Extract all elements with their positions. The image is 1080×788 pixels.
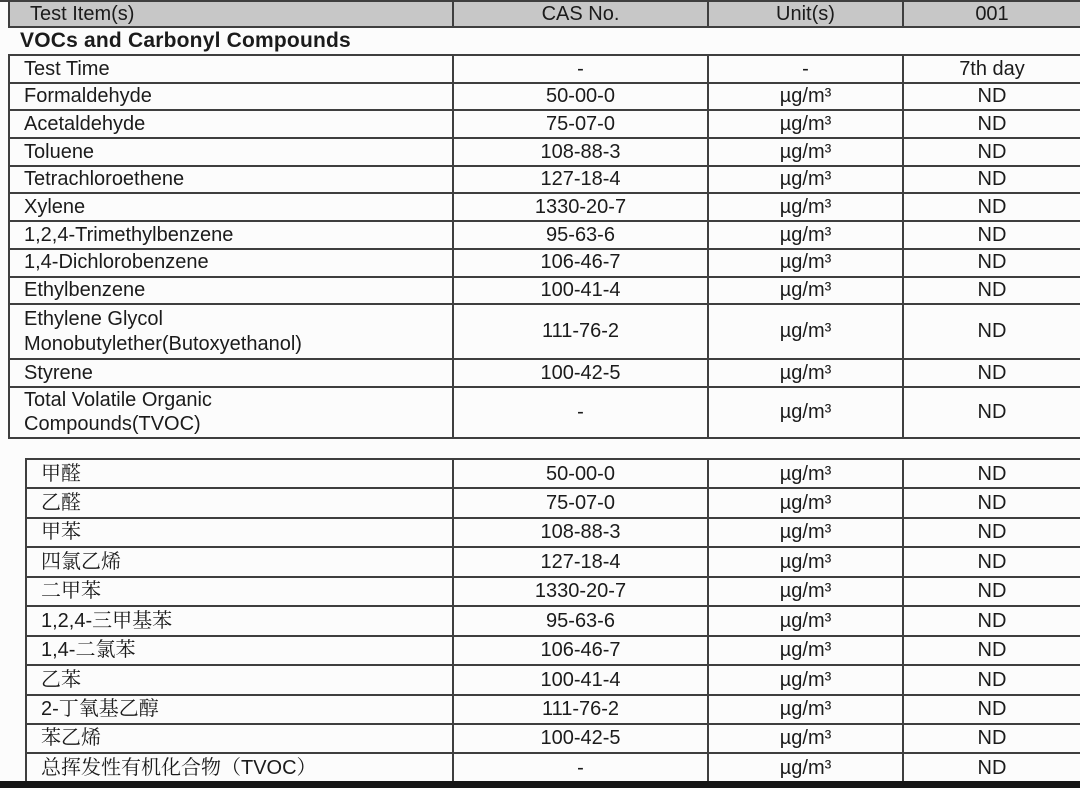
cas-cell: 100-41-4 [452, 666, 707, 693]
test-item-cell: 1,4-Dichlorobenzene [24, 251, 209, 274]
cas-cell: 108-88-3 [452, 519, 707, 546]
results-header-table [8, 2, 1080, 28]
header-units: Unit(s) [707, 2, 902, 26]
value-cell: ND [902, 725, 1080, 752]
unit-cell: µg/m³ [707, 578, 902, 605]
unit-cell: µg/m³ [707, 725, 902, 752]
test-item-cell: 四氯乙烯 [41, 550, 121, 573]
table-row [27, 460, 1080, 489]
bottom-edge-bar [0, 781, 1080, 788]
table-row [27, 725, 1080, 754]
table-row [27, 637, 1080, 666]
cas-cell: 108-88-3 [452, 139, 707, 165]
test-item-cell: 1,2,4-Trimethylbenzene [24, 223, 234, 246]
cas-cell: 111-76-2 [452, 696, 707, 723]
test-item-cell: Total Volatile Organic Compounds(TVOC) [24, 388, 212, 436]
unit-cell: µg/m³ [707, 388, 902, 437]
value-cell: ND [902, 194, 1080, 220]
test-item-cell: Styrene [24, 361, 93, 384]
cas-cell: 95-63-6 [452, 222, 707, 248]
cas-cell: 50-00-0 [452, 84, 707, 110]
value-cell: ND [902, 388, 1080, 437]
unit-cell: µg/m³ [707, 489, 902, 516]
test-item-cell: Xylene [24, 196, 86, 219]
cas-cell: 106-46-7 [452, 637, 707, 664]
cas-cell: - [452, 388, 707, 437]
cas-cell: 111-76-2 [452, 305, 707, 358]
table-row [27, 754, 1080, 783]
cas-cell: 75-07-0 [452, 111, 707, 137]
test-item-cell: 1,4-二氯苯 [41, 639, 136, 662]
cas-cell: 127-18-4 [452, 548, 707, 575]
header-row [10, 2, 1080, 28]
table-row [10, 167, 1080, 195]
cas-cell: - [452, 56, 707, 82]
test-item-cell: Ethylbenzene [24, 279, 146, 302]
value-cell: ND [902, 139, 1080, 165]
cas-cell: 100-42-5 [452, 360, 707, 386]
value-cell: ND [902, 111, 1080, 137]
value-cell: ND [902, 167, 1080, 193]
test-item-cell: Toluene [24, 140, 95, 163]
value-cell: ND [902, 84, 1080, 110]
test-item-cell: 乙醛 [41, 491, 81, 514]
table-row [10, 250, 1080, 278]
table-row [10, 139, 1080, 167]
test-item-cell: 苯乙烯 [41, 727, 101, 750]
table-row [27, 607, 1080, 636]
unit-cell: µg/m³ [707, 607, 902, 634]
value-cell: ND [902, 666, 1080, 693]
unit-cell: µg/m³ [707, 194, 902, 220]
unit-cell: µg/m³ [707, 548, 902, 575]
unit-cell: µg/m³ [707, 460, 902, 487]
table-row [10, 278, 1080, 306]
unit-cell: µg/m³ [707, 696, 902, 723]
unit-cell: µg/m³ [707, 139, 902, 165]
table-row [10, 194, 1080, 222]
unit-cell: µg/m³ [707, 278, 902, 304]
value-cell: ND [902, 250, 1080, 276]
test-item-cell: 甲醛 [41, 462, 81, 485]
value-cell: ND [902, 637, 1080, 664]
test-item-cell: 乙苯 [41, 668, 81, 691]
header-sample-001: 001 [902, 2, 1080, 26]
value-cell: ND [902, 222, 1080, 248]
table-row [10, 84, 1080, 112]
test-item-cell: 1,2,4-三甲基苯 [41, 609, 173, 632]
test-item-cell: 总挥发性有机化合物（TVOC） [41, 756, 317, 779]
test-item-cell: Tetrachloroethene [24, 168, 185, 191]
table-row [10, 111, 1080, 139]
english-results-table [8, 54, 1080, 439]
cas-cell: 1330-20-7 [452, 194, 707, 220]
table-row [27, 666, 1080, 695]
value-cell: ND [902, 607, 1080, 634]
test-item-cell: Acetaldehyde [24, 113, 146, 136]
unit-cell: µg/m³ [707, 305, 902, 358]
test-item-cell: Ethylene Glycol Monobutylether(Butoxyethanol) [24, 308, 302, 355]
unit-cell: µg/m³ [707, 222, 902, 248]
cas-cell: 50-00-0 [452, 460, 707, 487]
unit-cell: µg/m³ [707, 250, 902, 276]
table-row [27, 548, 1080, 577]
value-cell: ND [902, 754, 1080, 781]
unit-cell: µg/m³ [707, 666, 902, 693]
cas-cell: 95-63-6 [452, 607, 707, 634]
value-cell: ND [902, 519, 1080, 546]
unit-cell: µg/m³ [707, 754, 902, 781]
value-cell: ND [902, 578, 1080, 605]
table-row [27, 696, 1080, 725]
unit-cell: µg/m³ [707, 84, 902, 110]
header-cas-no: CAS No. [452, 2, 707, 26]
table-row [10, 56, 1080, 84]
chinese-results-table [25, 458, 1080, 784]
value-cell: ND [902, 360, 1080, 386]
value-cell: ND [902, 460, 1080, 487]
table-row [27, 519, 1080, 548]
value-cell: ND [902, 305, 1080, 358]
table-row [27, 489, 1080, 518]
unit-cell: µg/m³ [707, 111, 902, 137]
cas-cell: - [452, 754, 707, 781]
test-item-cell: Formaldehyde [24, 85, 152, 108]
cas-cell: 100-42-5 [452, 725, 707, 752]
cas-cell: 100-41-4 [452, 278, 707, 304]
value-cell: ND [902, 489, 1080, 516]
test-item-cell: 二甲苯 [41, 580, 101, 603]
test-item-cell: 2-丁氧基乙醇 [41, 698, 159, 721]
unit-cell: µg/m³ [707, 167, 902, 193]
table-row [10, 360, 1080, 388]
value-cell: 7th day [902, 56, 1080, 82]
cas-cell: 1330-20-7 [452, 578, 707, 605]
section-title: VOCs and Carbonyl Compounds [20, 28, 351, 52]
value-cell: ND [902, 696, 1080, 723]
test-item-cell: Test Time [24, 57, 110, 80]
cas-cell: 127-18-4 [452, 167, 707, 193]
unit-cell: µg/m³ [707, 637, 902, 664]
test-item-cell: 甲苯 [41, 521, 81, 544]
unit-cell: µg/m³ [707, 519, 902, 546]
table-row [10, 222, 1080, 250]
table-row [10, 305, 1080, 360]
cas-cell: 75-07-0 [452, 489, 707, 516]
value-cell: ND [902, 278, 1080, 304]
unit-cell: - [707, 56, 902, 82]
cas-cell: 106-46-7 [452, 250, 707, 276]
unit-cell: µg/m³ [707, 360, 902, 386]
value-cell: ND [902, 548, 1080, 575]
table-row [27, 578, 1080, 607]
table-row [10, 388, 1080, 439]
header-test-items: Test Item(s) [30, 2, 135, 25]
